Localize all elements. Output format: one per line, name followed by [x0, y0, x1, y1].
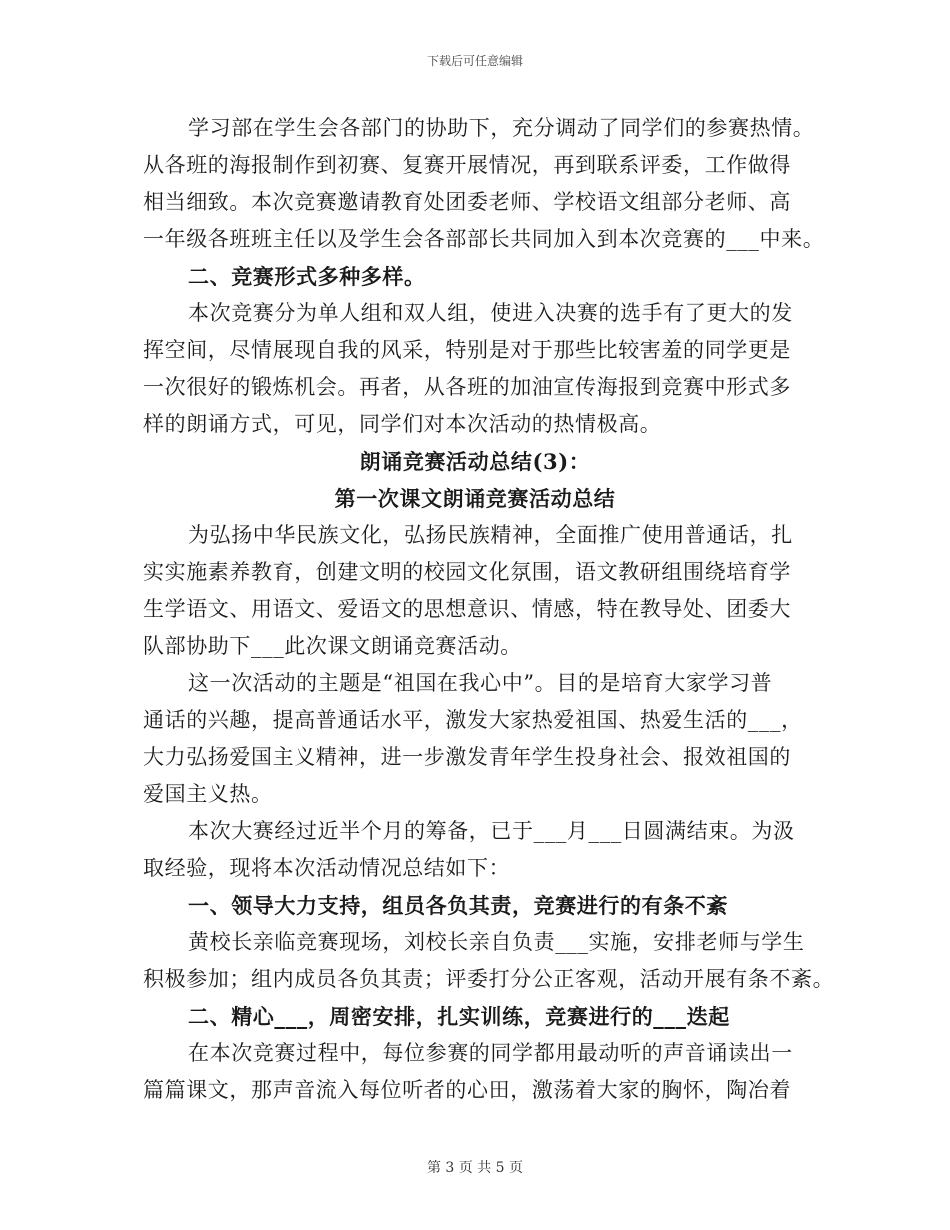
section-heading-line: 第一次课文朗诵竞赛活动总结: [334, 486, 616, 511]
body-text-line: 本次大赛经过近半个月的筹备，已于___月___日圆满结束。为汲: [188, 819, 795, 843]
body-text-line: 在本次竞赛过程中，每位参赛的同学都用最动听的声音诵读出一: [188, 1041, 793, 1065]
body-text-line: 生学语文、用语文、爱语文的思想意识、情感，特在教导处、团委大: [143, 597, 791, 621]
body-text-line: 队部协助下___此次课文朗诵竞赛活动。: [143, 634, 522, 658]
section-heading-line: 二、精心___，周密安排，扎实训练，竞赛进行的___迭起: [188, 1004, 730, 1029]
body-text-line: 这一次活动的主题是“祖国在我心中”。目的是培育大家学习普: [188, 671, 773, 695]
body-text-line: 黄校长亲临竞赛现场，刘校长亲自负责___实施，安排老师与学生: [188, 930, 805, 954]
body-text-line: 取经验，现将本次活动情况总结如下：: [143, 856, 511, 880]
body-text-line: 爱国主义热。: [143, 782, 273, 806]
body-text-line: 为弘扬中华民族文化，弘扬民族精神，全面推广使用普通话，扎: [188, 523, 793, 547]
body-text-line: 相当细致。本次竞赛邀请教育处团委老师、学校语文组部分老师、高: [143, 190, 791, 214]
page-number-footer: 第 3 页 共 5 页: [426, 1160, 524, 1176]
body-text-line: 样的朗诵方式，可见，同学们对本次活动的热情极高。: [143, 412, 662, 436]
body-text-line: 大力弘扬爱国主义精神，进一步激发青年学生投身社会、报效祖国的: [143, 745, 791, 769]
page-header: 下载后可任意编辑: [426, 54, 523, 68]
body-text-line: 学习部在学生会各部门的协助下，充分调动了同学们的参赛热情。: [188, 116, 815, 140]
body-text-line: 积极参加；组内成员各负其责；评委打分公正客观，活动开展有条不紊。: [143, 967, 835, 991]
body-text-line: 一年级各班班主任以及学生会各部部长共同加入到本次竞赛的___中来。: [143, 227, 825, 251]
body-text-line: 通话的兴趣，提高普通话水平，激发大家热爱祖国、热爱生活的___，: [143, 708, 803, 732]
document-body: [143, 110, 835, 1109]
body-text-line: 本次竞赛分为单人组和双人组，使进入决赛的选手有了更大的发: [188, 301, 793, 325]
section-heading-line: 二、竞赛形式多种多样。: [188, 264, 426, 289]
body-text-line: 挥空间，尽情展现自我的风采，特别是对于那些比较害羞的同学更是: [143, 338, 791, 362]
section-heading-line: 一、领导大力支持，组员各负其责，竞赛进行的有条不紊: [188, 893, 728, 918]
body-text-line: 一次很好的锻炼机会。再者，从各班的加油宣传海报到竞赛中形式多: [143, 375, 791, 399]
body-text-line: 篇篇课文，那声音流入每位听者的心田，激荡着大家的胸怀，陶冶着: [143, 1078, 791, 1102]
body-text-line: 实实施素养教育，创建文明的校园文化氛围，语文教研组围绕培育学: [143, 560, 791, 584]
body-text-line: 从各班的海报制作到初赛、复赛开展情况，再到联系评委，工作做得: [143, 153, 791, 177]
section-heading-line: 朗诵竞赛活动总结(3)：: [359, 449, 591, 474]
